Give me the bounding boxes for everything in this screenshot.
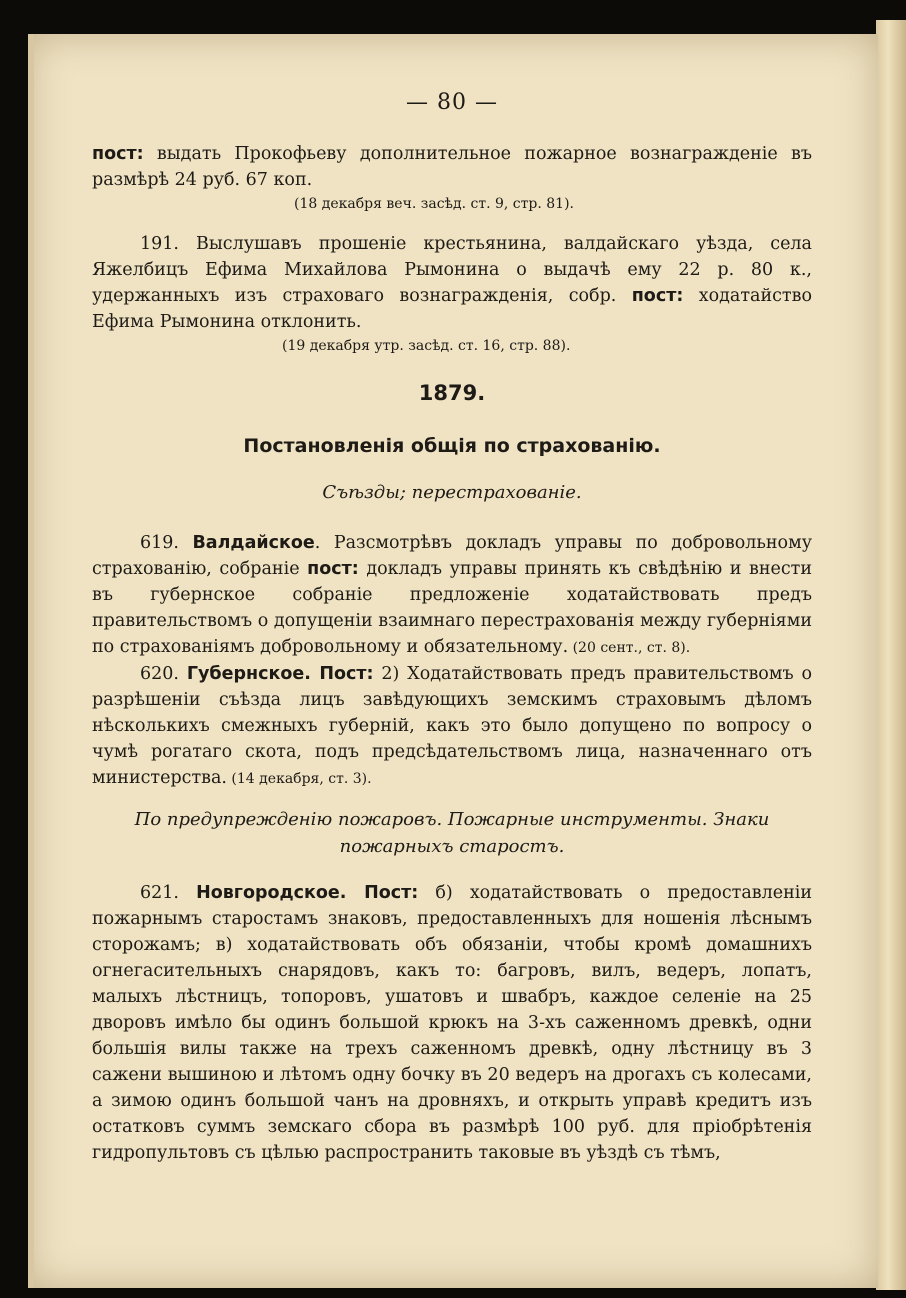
year-heading: 1879.	[418, 381, 486, 405]
paragraph-number: 620.	[140, 664, 187, 684]
reference-note: (18 декабря веч. засѣд. ст. 9, стр. 81).	[294, 196, 574, 212]
paragraph-text: ходатайство Ефима Рымонина отклонить.	[92, 286, 812, 332]
page-number: — 80 —	[406, 90, 498, 115]
paragraph-text: докладъ управы принять къ свѣдѣнію и внести въ губернское собраніе предложеніе ходатайствовать предъ правительствомъ о допущеніи взаимнаго перестрахованія между губерніями по страхованіямъ добровольному и обязательному.	[92, 559, 812, 657]
page-edge	[28, 34, 34, 1288]
book-spine	[876, 20, 906, 1290]
subsection-title: По предупрежденію пожаровъ. Пожарные инструменты. Знаки пожарныхъ старостъ.	[134, 809, 770, 857]
keyword-post: пост:	[631, 286, 684, 306]
paragraph-621	[92, 880, 812, 1166]
paragraph-620	[92, 661, 812, 792]
page-content	[92, 90, 812, 1166]
section-title: Постановленія общія по страхованію.	[243, 435, 661, 457]
keyword-post: пост:	[307, 559, 359, 579]
paragraph-text: выдать Прокофьеву дополнительное пожарное вознагражденіе въ размѣрѣ 24 руб. 67 коп.	[92, 144, 812, 190]
reference-note: (14 декабря, ст. 3).	[226, 771, 372, 787]
keyword-post: пост:	[92, 144, 144, 164]
paragraph-text: . Разсмотрѣвъ докладъ управы по добровольному страхованію, собраніе	[92, 533, 812, 579]
subsection-title: Съѣзды; перестрахованіе.	[322, 482, 582, 503]
paragraph-191	[92, 231, 812, 335]
keyword-place: Губернское. Пост:	[186, 664, 374, 684]
paragraph-text: 2) Ходатайствовать предъ правительствомъ о разрѣшеніи съѣзда лицъ завѣдующихъ земскимъ страховымъ дѣломъ нѣсколькихъ смежныхъ губерній, какъ это было допущено по вопросу о чумѣ рогатаго скота, подъ предсѣдательствомъ лица, назначеннаго отъ министерства.	[92, 664, 813, 788]
keyword-place: Валдайское	[192, 533, 315, 553]
paragraph-number: 621.	[140, 883, 197, 903]
reference-note: (19 декабря утр. засѣд. ст. 16, стр. 88).	[282, 338, 571, 354]
keyword-place: Новгородское. Пост:	[196, 883, 419, 903]
paragraph-continued	[92, 141, 812, 193]
reference-note: (20 сент., ст. 8).	[568, 640, 691, 656]
paragraph-number: 619.	[140, 533, 193, 553]
paragraph-619	[92, 530, 812, 661]
paragraph-text: 191. Выслушавъ прошеніе крестьянина, валдайскаго уѣзда, села Яжелбицъ Ефима Михайлова Рымонина о выдачѣ ему 22 р. 80 к., удержанныхъ изъ страховаго вознагражденія, собр.	[92, 234, 812, 306]
paragraph-text: б) ходатайствовать о предоставленіи пожарнымъ старостамъ знаковъ, предоставленныхъ для ношенія лѣснымъ сторожамъ; в) ходатайствовать объ обязаніи, чтобы кромѣ домашнихъ огнегасительныхъ снарядовъ, какъ то: багровъ, вилъ, ведеръ, лопатъ, малыхъ лѣстницъ, топоровъ, ушатовъ и швабръ, каждое селеніе на 25 дворовъ имѣло бы одинъ большой крюкъ на 3-хъ саженномъ древкѣ, одни большія вилы также на трехъ саженномъ древкѣ, одну лѣстницу въ 3 сажени вышиною и лѣтомъ одну бочку въ 20 ведеръ на дрогахъ съ колесами, а зимою одинъ большой чанъ на дровняхъ, и открыть управѣ кредитъ изъ остатковъ суммъ земскаго сбора въ размѣрѣ 100 руб. для пріобрѣтенія гидропультовъ съ цѣлью распространить таковые въ уѣздѣ съ тѣмъ,	[92, 883, 812, 1163]
